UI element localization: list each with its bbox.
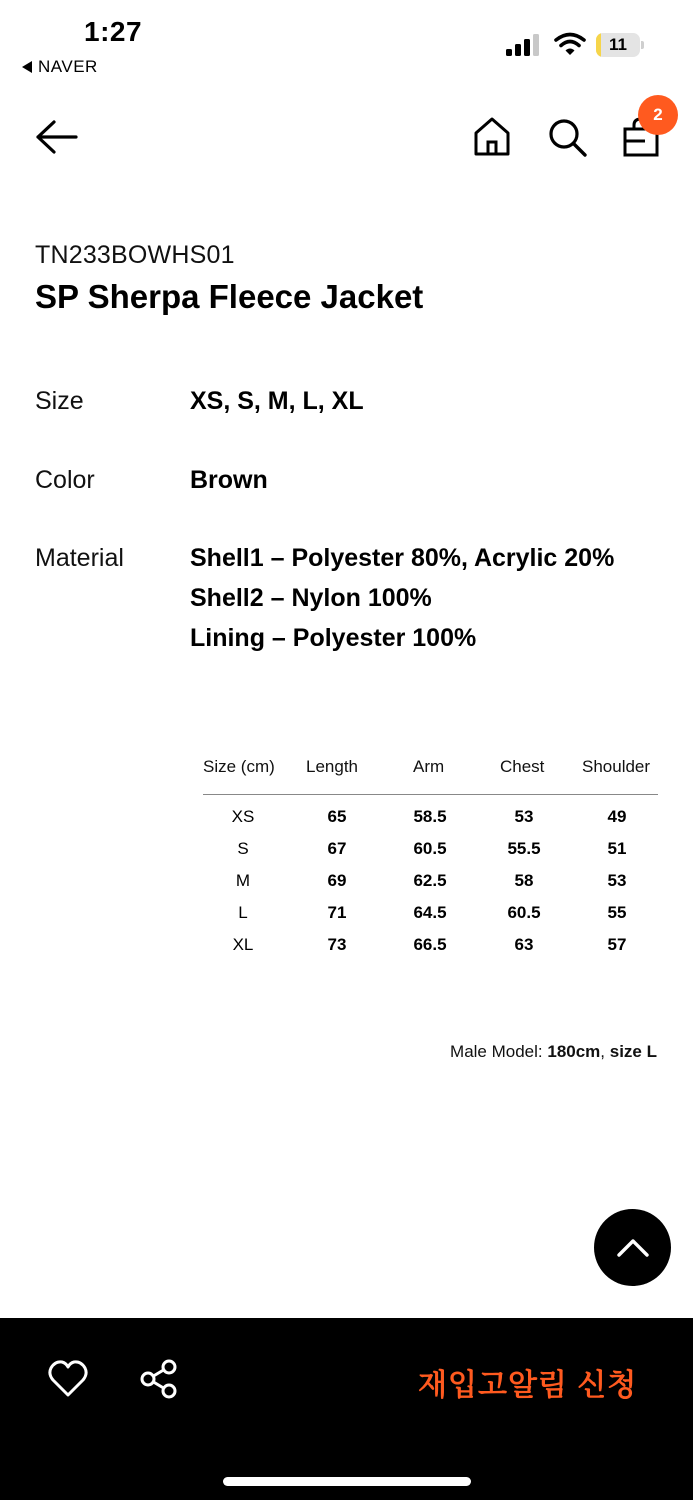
bottom-action-bar [0,1318,693,1500]
product-sku: TN233BOWHS01 [35,241,235,269]
color-label: Color [35,466,95,494]
material-line: Shell2 – Nylon 100% [190,584,432,612]
row-arm: 64.5 [413,903,447,922]
model-size: size L [609,1042,657,1061]
row-chest: 53 [514,807,534,826]
row-shoulder: 53 [607,871,627,890]
row-chest: 58 [514,871,534,890]
cart-count-badge: 2 [638,95,678,135]
row-arm: 62.5 [413,871,447,890]
row-size: XS [231,807,255,826]
back-app-label: NAVER [38,57,98,76]
model-label: Male Model: [450,1042,548,1061]
model-info [450,1042,657,1062]
size-chart-header [203,757,658,785]
header-shoulder: Shoulder [582,757,651,776]
table-row [203,803,658,835]
battery-level: 11 [609,35,627,54]
material-label: Material [35,544,124,572]
arrow-left-icon[interactable] [34,118,80,156]
home-icon[interactable] [472,116,512,158]
row-shoulder: 51 [607,839,627,858]
table-row [203,867,658,899]
back-triangle-icon [22,61,32,73]
row-chest: 55.5 [507,839,541,858]
row-size: XL [232,935,254,954]
chevron-up-icon [616,1238,650,1258]
table-row [203,835,658,867]
header-chest: Chest [500,757,545,776]
row-size: M [235,871,251,890]
row-shoulder: 49 [607,807,627,826]
size-chart-body [203,803,658,963]
row-shoulder: 55 [607,903,627,922]
row-chest: 60.5 [507,903,541,922]
material-value [190,538,614,658]
size-value: XS, S, M, L, XL [190,387,364,415]
wifi-icon [554,32,586,56]
row-shoulder: 57 [607,935,627,954]
header-arm: Arm [413,757,445,776]
scroll-to-top-button[interactable] [594,1209,671,1286]
battery-icon [596,33,644,57]
table-row [203,899,658,931]
back-to-app-link[interactable] [22,57,98,77]
row-length: 69 [327,871,347,890]
row-arm: 60.5 [413,839,447,858]
row-size: S [237,839,249,858]
row-length: 71 [327,903,347,922]
size-label: Size [35,387,84,415]
row-chest: 63 [514,935,534,954]
model-height: 180cm [547,1042,601,1061]
row-arm: 58.5 [413,807,447,826]
header-divider [203,794,658,795]
signal-icon [506,34,542,56]
size-chart-table [203,757,658,963]
material-line: Lining – Polyester 100% [190,624,477,652]
home-indicator [223,1477,471,1486]
search-icon[interactable] [546,116,588,158]
status-time: 1:27 [84,16,143,47]
row-length: 65 [327,807,347,826]
header-length: Length [306,757,358,776]
row-size: L [238,903,248,922]
row-length: 67 [327,839,347,858]
row-arm: 66.5 [413,935,447,954]
material-line: Shell1 – Polyester 80%, Acrylic 20% [190,544,615,572]
product-title: SP Sherpa Fleece Jacket [35,278,424,315]
model-separator: , [600,1042,610,1061]
header-size: Size (cm) [203,757,275,776]
table-row [203,931,658,963]
row-length: 73 [327,935,347,954]
color-value: Brown [190,466,268,494]
heart-icon[interactable] [47,1359,89,1399]
share-icon[interactable] [138,1358,180,1400]
restock-alert-button[interactable]: 재입고알림 신청 [418,1369,638,1402]
